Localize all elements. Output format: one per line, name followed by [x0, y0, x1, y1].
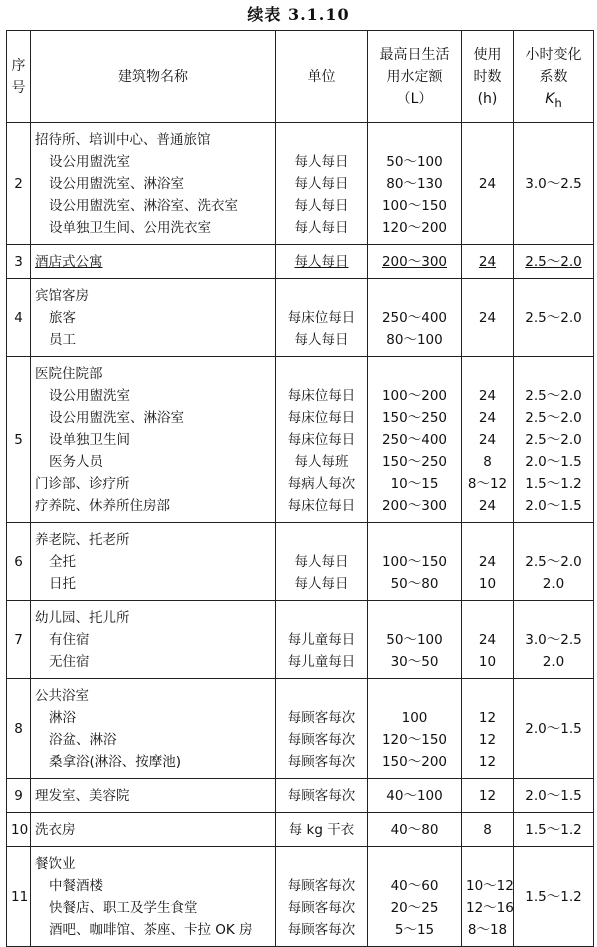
hours-value-cell: [462, 847, 514, 947]
unit-value-cell: [276, 279, 368, 357]
row-number: 9: [7, 779, 31, 813]
hours-value: 10: [478, 653, 497, 670]
quota-value-cell: [368, 601, 462, 679]
building-name-cell: [31, 123, 276, 245]
unit-value-cell: [276, 245, 368, 279]
table-row: [7, 779, 594, 813]
quota-value-cell: [368, 279, 462, 357]
quota-value: 150～250: [381, 409, 448, 426]
hours-value-cell: [462, 601, 514, 679]
coef-value: 3.0～2.5: [525, 631, 582, 648]
hours-value-cell: [462, 245, 514, 279]
unit-value: 每顾客每次: [287, 899, 356, 916]
building-name: 养老院、托老所: [35, 531, 130, 548]
quota-value: 150～200: [381, 753, 448, 770]
coef-value: [518, 529, 589, 551]
unit-value: [280, 285, 363, 307]
hours-value: 24: [478, 553, 497, 570]
coef-value: 2.5～2.0: [525, 253, 582, 270]
quota-value: [372, 529, 457, 551]
unit-value: 每人每班: [294, 453, 349, 470]
building-name: 门诊部、诊疗所: [35, 475, 130, 492]
building-name: 桑拿浴(淋浴、按摩池): [49, 753, 182, 770]
coef-value: 3.0～2.5: [525, 175, 582, 192]
unit-value: [280, 853, 363, 875]
unit-value: 每人每日: [294, 553, 349, 570]
unit-value: [280, 363, 363, 385]
unit-value: 每人每日: [294, 197, 349, 214]
hours-value-cell: [462, 779, 514, 813]
building-name: 疗养院、休养所住房部: [35, 497, 170, 514]
quota-value-cell: [368, 357, 462, 523]
coef-value: 2.5～2.0: [525, 309, 582, 326]
unit-value: [280, 607, 363, 629]
quota-value-cell: [368, 779, 462, 813]
table-row: [7, 279, 594, 357]
building-name: 快餐店、职工及学生食堂: [49, 899, 198, 916]
building-name: 招待所、培训中心、普通旅馆: [35, 131, 211, 148]
unit-value-cell: [276, 813, 368, 847]
quota-value: [372, 285, 457, 307]
building-name-cell: [31, 779, 276, 813]
quota-value: 150～250: [381, 453, 448, 470]
header-building-name: 建筑物名称: [31, 31, 276, 123]
unit-value-cell: [276, 679, 368, 779]
hours-value-cell: [462, 279, 514, 357]
coef-value-cell: [514, 279, 594, 357]
quota-value: 100～200: [381, 387, 448, 404]
building-name: 设公用盥洗室、淋浴室: [49, 409, 184, 426]
hours-value: 24: [478, 497, 497, 514]
coef-value-cell: [514, 847, 594, 947]
hours-value-cell: [462, 523, 514, 601]
hours-value: 10: [478, 575, 497, 592]
unit-value: 每病人每次: [287, 475, 356, 492]
coef-value: 2.0～1.5: [525, 453, 582, 470]
header-seq: 序 号: [7, 31, 31, 123]
quota-value: 50～100: [386, 631, 443, 648]
coef-value-cell: [514, 123, 594, 245]
coef-value-cell: [514, 813, 594, 847]
building-name: 幼儿园、托儿所: [35, 609, 130, 626]
row-number: 5: [7, 357, 31, 523]
building-name: 浴盆、淋浴: [49, 731, 117, 748]
hours-value: 8: [483, 453, 492, 470]
quota-value: 100: [401, 709, 428, 726]
hours-value: [466, 685, 509, 707]
coef-value: 1.5～1.2: [525, 888, 582, 905]
building-name-cell: [31, 523, 276, 601]
quota-value-cell: [368, 813, 462, 847]
hours-value: 8～12: [467, 475, 508, 492]
quota-value: [372, 853, 457, 875]
quota-value: 200～300: [381, 497, 448, 514]
hours-value: 24: [478, 309, 497, 326]
hours-value: 24: [478, 431, 497, 448]
building-name: 设公用盥洗室: [49, 387, 130, 404]
hours-value: 24: [478, 175, 497, 192]
hours-value: [466, 853, 509, 875]
building-name: 餐饮业: [35, 855, 76, 872]
building-name: 日托: [49, 575, 76, 592]
unit-value-cell: [276, 357, 368, 523]
unit-value-cell: [276, 847, 368, 947]
coef-value: 2.5～2.0: [525, 409, 582, 426]
building-name: 全托: [49, 553, 76, 570]
hours-value: 12: [478, 787, 497, 804]
building-name-cell: [31, 245, 276, 279]
coef-value: 2.0～1.5: [525, 720, 582, 737]
building-name: 无住宿: [49, 653, 90, 670]
table-row: [7, 679, 594, 779]
hours-value-cell: [462, 357, 514, 523]
hours-value: 12: [478, 709, 497, 726]
hours-value: 10～12: [466, 877, 514, 894]
quota-value: 20～25: [390, 899, 439, 916]
building-name-cell: [31, 601, 276, 679]
quota-value: 40～100: [386, 787, 443, 804]
building-name: 宾馆客房: [35, 287, 89, 304]
header-unit: 单位: [276, 31, 368, 123]
quota-value: [372, 685, 457, 707]
unit-value: 每顾客每次: [287, 709, 356, 726]
building-name: 酒店式公寓: [35, 253, 103, 270]
unit-value: 每人每日: [294, 219, 349, 236]
table-row: [7, 357, 594, 523]
quota-value: [372, 363, 457, 385]
unit-value: 每床位每日: [287, 497, 356, 514]
header-row: [7, 31, 594, 123]
row-number: 3: [7, 245, 31, 279]
table-row: [7, 813, 594, 847]
table-row: [7, 245, 594, 279]
coef-value: [518, 363, 589, 385]
row-number: 4: [7, 279, 31, 357]
table-row: [7, 847, 594, 947]
quota-value: 100～150: [381, 553, 448, 570]
quota-value: [372, 607, 457, 629]
building-name: 医务人员: [49, 453, 103, 470]
building-name: 设单独卫生间、公用洗衣室: [49, 219, 211, 236]
building-name: 中餐酒楼: [49, 877, 103, 894]
unit-value: 每人每日: [294, 331, 349, 348]
table-row: [7, 523, 594, 601]
hours-value: 12～16: [466, 899, 514, 916]
building-name-cell: [31, 279, 276, 357]
coef-value-cell: [514, 601, 594, 679]
row-number: 10: [7, 813, 31, 847]
table-title: 续表 3.1.10: [247, 5, 350, 24]
building-name: 员工: [49, 331, 76, 348]
unit-value: 每顾客每次: [287, 731, 356, 748]
unit-value: [280, 129, 363, 151]
hours-value-cell: [462, 813, 514, 847]
row-number: 2: [7, 123, 31, 245]
unit-value: 每床位每日: [287, 387, 356, 404]
unit-value-cell: [276, 779, 368, 813]
unit-value: 每儿童每日: [287, 631, 356, 648]
coef-value: 2.0～1.5: [525, 787, 582, 804]
building-name: 医院住院部: [35, 365, 103, 382]
quota-value: 40～60: [390, 877, 439, 894]
unit-value: 每儿童每日: [287, 653, 356, 670]
table-body: [7, 123, 594, 947]
building-name: 理发室、美容院: [35, 787, 130, 804]
hours-value: [466, 529, 509, 551]
quota-value: 5～15: [394, 921, 435, 938]
row-number: 8: [7, 679, 31, 779]
coef-value-cell: [514, 245, 594, 279]
quota-value-cell: [368, 245, 462, 279]
coef-value: 2.0: [542, 575, 565, 592]
building-name: 设单独卫生间: [49, 431, 130, 448]
header-coef: 小时变化 系数 $K_h$: [514, 31, 594, 123]
unit-value: 每顾客每次: [287, 753, 356, 770]
coef-value: [518, 607, 589, 629]
building-name: 设公用盥洗室、淋浴室: [49, 175, 184, 192]
quota-value: 100～150: [381, 197, 448, 214]
unit-value: 每人每日: [294, 575, 349, 592]
row-number: 7: [7, 601, 31, 679]
header-hours: 使用 时数 (h): [462, 31, 514, 123]
unit-value: 每床位每日: [287, 309, 356, 326]
coef-value: 1.5～1.2: [525, 475, 582, 492]
unit-value: 每人每日: [294, 253, 349, 270]
quota-value-cell: [368, 523, 462, 601]
building-name: 设公用盥洗室、淋浴室、洗衣室: [49, 197, 238, 214]
coef-value: 2.0～1.5: [525, 497, 582, 514]
quota-value: 30～50: [390, 653, 439, 670]
hours-value: 12: [478, 731, 497, 748]
hours-value: 8: [483, 821, 492, 838]
unit-value: [280, 685, 363, 707]
quota-value: 50～80: [390, 575, 439, 592]
hours-value-cell: [462, 679, 514, 779]
coef-symbol: K: [545, 90, 555, 107]
unit-value-cell: [276, 123, 368, 245]
coef-value: 2.5～2.0: [525, 387, 582, 404]
unit-value: 每人每日: [294, 153, 349, 170]
coef-value-cell: [514, 523, 594, 601]
building-name: 淋浴: [49, 709, 76, 726]
quota-value: 50～100: [386, 153, 443, 170]
coef-value: 2.0: [542, 653, 565, 670]
quota-value-cell: [368, 847, 462, 947]
building-name: 酒吧、咖啡馆、茶座、卡拉 OK 房: [49, 921, 253, 938]
header-quota: 最高日生活 用水定额 （L）: [368, 31, 462, 123]
unit-value: 每顾客每次: [287, 921, 356, 938]
coef-value-cell: [514, 679, 594, 779]
hours-value: 12: [478, 753, 497, 770]
building-name: 公共浴室: [35, 687, 89, 704]
building-name: 设公用盥洗室: [49, 153, 130, 170]
coef-value: 2.5～2.0: [525, 431, 582, 448]
hours-value-cell: [462, 123, 514, 245]
table-row: [7, 123, 594, 245]
water-quota-table: [6, 30, 594, 947]
unit-value: 每顾客每次: [287, 787, 356, 804]
hours-value: 24: [478, 387, 497, 404]
unit-value: 每床位每日: [287, 409, 356, 426]
hours-value: 24: [478, 253, 497, 270]
quota-value-cell: [368, 123, 462, 245]
quota-value: 40～80: [390, 821, 439, 838]
building-name-cell: [31, 357, 276, 523]
unit-value: [280, 529, 363, 551]
quota-value: [372, 129, 457, 151]
hours-value: 8～18: [467, 921, 508, 938]
hours-value: 24: [478, 409, 497, 426]
unit-value: 每人每日: [294, 175, 349, 192]
quota-value: 80～130: [386, 175, 443, 192]
hours-value: 24: [478, 631, 497, 648]
building-name-cell: [31, 679, 276, 779]
row-number: 6: [7, 523, 31, 601]
building-name: 洗衣房: [35, 821, 76, 838]
unit-value: 每顾客每次: [287, 877, 356, 894]
coef-value-cell: [514, 779, 594, 813]
coef-value: 1.5～1.2: [525, 821, 582, 838]
table-row: [7, 601, 594, 679]
unit-value: 每床位每日: [287, 431, 356, 448]
hours-value: [466, 363, 509, 385]
quota-value: 250～400: [381, 309, 448, 326]
hours-value: [466, 607, 509, 629]
row-number: 11: [7, 847, 31, 947]
quota-value: 250～400: [381, 431, 448, 448]
quota-value-cell: [368, 679, 462, 779]
building-name-cell: [31, 813, 276, 847]
building-name: 旅客: [49, 309, 76, 326]
quota-value: 200～300: [381, 253, 448, 270]
coef-subscript: h: [554, 95, 562, 110]
quota-value: 120～150: [381, 731, 448, 748]
unit-value-cell: [276, 523, 368, 601]
quota-value: 80～100: [386, 331, 443, 348]
coef-value-cell: [514, 357, 594, 523]
coef-value: 2.5～2.0: [525, 553, 582, 570]
building-name: 有住宿: [49, 631, 90, 648]
quota-value: 10～15: [390, 475, 439, 492]
building-name-cell: [31, 847, 276, 947]
unit-value: 每 kg 干衣: [288, 821, 355, 838]
quota-value: 120～200: [381, 219, 448, 236]
unit-value-cell: [276, 601, 368, 679]
